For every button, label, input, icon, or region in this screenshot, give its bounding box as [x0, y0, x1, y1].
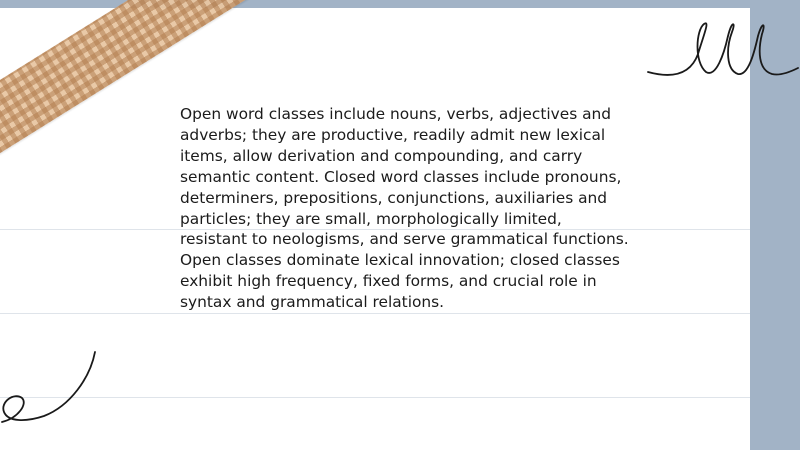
loop-scribble-icon	[640, 14, 800, 84]
body-paragraph: Open word classes include nouns, verbs, adjectives and adverbs; they are productive, readily admit new lexical items, allow derivation and compounding, and carry semantic content. Closed word classes include pronouns, determiners, prepositions, conjunctions, auxiliaries and particles; they are small, morphologically limited, resistant to neologisms, and serve grammatical functions. Open classes dominate lexical innovation; closed classes exhibit high frequency, fixed forms, and crucial role in syntax and grammatical relations.	[180, 105, 629, 312]
ruled-line	[0, 313, 750, 314]
ruled-line	[0, 397, 750, 398]
curl-scribble-icon	[0, 348, 100, 428]
